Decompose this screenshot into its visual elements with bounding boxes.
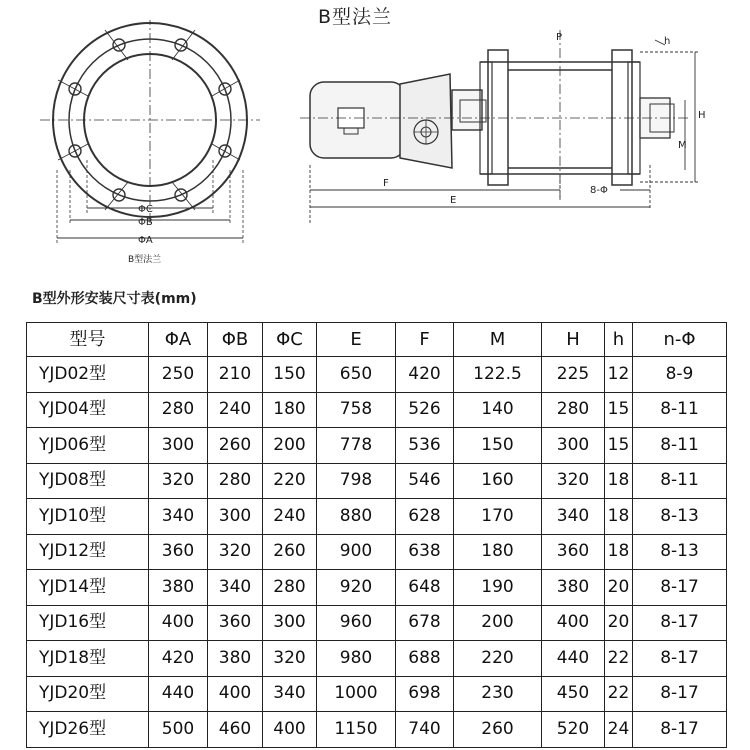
table-cell: 12 — [605, 357, 633, 393]
table-row — [27, 392, 727, 428]
table-cell: 170 — [454, 499, 542, 535]
table-cell: 758 — [317, 392, 396, 428]
table-cell: 380 — [208, 641, 263, 677]
cell-model: YJD04型 — [27, 392, 149, 428]
table-cell: 546 — [396, 463, 454, 499]
table-cell: 150 — [263, 357, 317, 393]
table-cell: 8-13 — [633, 534, 727, 570]
table-cell: 140 — [454, 392, 542, 428]
dimension-table — [26, 322, 727, 748]
dim-label-phi-b: ΦB — [138, 217, 153, 228]
table-header-row — [27, 323, 727, 357]
table-cell: 225 — [542, 357, 605, 393]
cell-model: YJD10型 — [27, 499, 149, 535]
table-cell: 300 — [149, 428, 208, 464]
table-row — [27, 499, 727, 535]
table-cell: 340 — [208, 570, 263, 606]
table-cell: 688 — [396, 641, 454, 677]
table-cell: 180 — [454, 534, 542, 570]
dim-label-h-small: h — [664, 36, 671, 47]
table-cell: 400 — [208, 676, 263, 712]
header-h-small: h — [605, 323, 633, 357]
table-cell: 260 — [208, 428, 263, 464]
table-cell: 240 — [263, 499, 317, 535]
table-cell: 450 — [542, 676, 605, 712]
table-cell: 20 — [605, 605, 633, 641]
table-row — [27, 534, 727, 570]
cell-model: YJD02型 — [27, 357, 149, 393]
table-row — [27, 357, 727, 393]
cell-model: YJD16型 — [27, 605, 149, 641]
table-cell: 1150 — [317, 712, 396, 748]
table-cell: 300 — [542, 428, 605, 464]
table-cell: 420 — [396, 357, 454, 393]
table-cell: 920 — [317, 570, 396, 606]
table-cell: 400 — [263, 712, 317, 748]
table-cell: 22 — [605, 641, 633, 677]
table-cell: 698 — [396, 676, 454, 712]
table-cell: 15 — [605, 392, 633, 428]
dim-label-h: H — [698, 110, 706, 121]
table-cell: 240 — [208, 392, 263, 428]
table-cell: 18 — [605, 463, 633, 499]
table-cell: 340 — [149, 499, 208, 535]
table-cell: 210 — [208, 357, 263, 393]
table-row — [27, 428, 727, 464]
table-cell: 280 — [542, 392, 605, 428]
dim-label-e: E — [450, 195, 457, 206]
table-cell: 1000 — [317, 676, 396, 712]
table-cell: 8-11 — [633, 428, 727, 464]
cell-model: YJD12型 — [27, 534, 149, 570]
table-cell: 798 — [317, 463, 396, 499]
table-row — [27, 463, 727, 499]
table-cell: 15 — [605, 428, 633, 464]
table-cell: 400 — [149, 605, 208, 641]
table-cell: 8-13 — [633, 499, 727, 535]
table-cell: 22 — [605, 676, 633, 712]
table-cell: 340 — [542, 499, 605, 535]
table-cell: 638 — [396, 534, 454, 570]
table-cell: 8-17 — [633, 570, 727, 606]
table-cell: 900 — [317, 534, 396, 570]
table-cell: 320 — [542, 463, 605, 499]
dim-label-phi-a: ΦA — [138, 235, 153, 246]
table-cell: 360 — [542, 534, 605, 570]
table-row — [27, 605, 727, 641]
table-cell: 150 — [454, 428, 542, 464]
table-cell: 380 — [542, 570, 605, 606]
table-cell: 220 — [263, 463, 317, 499]
table-cell: 8-11 — [633, 392, 727, 428]
table-cell: 300 — [208, 499, 263, 535]
header-n-phi: n-Φ — [633, 323, 727, 357]
cell-model: YJD14型 — [27, 570, 149, 606]
table-cell: 200 — [454, 605, 542, 641]
header-m: M — [454, 323, 542, 357]
dim-label-m: M — [678, 140, 687, 151]
table-row — [27, 570, 727, 606]
table-cell: 536 — [396, 428, 454, 464]
table-cell: 380 — [149, 570, 208, 606]
table-cell: 122.5 — [454, 357, 542, 393]
table-cell: 960 — [317, 605, 396, 641]
dim-label-p: P — [556, 32, 563, 43]
table-cell: 24 — [605, 712, 633, 748]
table-cell: 8-17 — [633, 605, 727, 641]
table-title: B型外形安装尺寸表(mm) — [32, 291, 197, 307]
table-cell: 360 — [208, 605, 263, 641]
header-f: F — [396, 323, 454, 357]
table-body — [27, 357, 727, 748]
table-cell: 280 — [263, 570, 317, 606]
table-cell: 190 — [454, 570, 542, 606]
header-e: E — [317, 323, 396, 357]
table-cell: 650 — [317, 357, 396, 393]
table-row — [27, 676, 727, 712]
table-cell: 8-17 — [633, 641, 727, 677]
table-cell: 400 — [542, 605, 605, 641]
table-cell: 180 — [263, 392, 317, 428]
table-row — [27, 641, 727, 677]
cell-model: YJD08型 — [27, 463, 149, 499]
table-cell: 18 — [605, 534, 633, 570]
table-cell: 778 — [317, 428, 396, 464]
table-cell: 230 — [454, 676, 542, 712]
table-cell: 280 — [149, 392, 208, 428]
table-cell: 440 — [542, 641, 605, 677]
table-cell: 18 — [605, 499, 633, 535]
table-row — [27, 712, 727, 748]
drawing-title: B型法兰 — [318, 6, 393, 28]
table-cell: 320 — [149, 463, 208, 499]
header-phi-c: ΦC — [263, 323, 317, 357]
cell-model: YJD20型 — [27, 676, 149, 712]
table-cell: 520 — [542, 712, 605, 748]
table-cell: 340 — [263, 676, 317, 712]
cell-model: YJD26型 — [27, 712, 149, 748]
table-cell: 360 — [149, 534, 208, 570]
table-cell: 260 — [454, 712, 542, 748]
table-cell: 500 — [149, 712, 208, 748]
table-cell: 460 — [208, 712, 263, 748]
table-cell: 628 — [396, 499, 454, 535]
cell-model: YJD06型 — [27, 428, 149, 464]
table-cell: 440 — [149, 676, 208, 712]
table-cell: 260 — [263, 534, 317, 570]
table-cell: 648 — [396, 570, 454, 606]
header-phi-a: ΦA — [149, 323, 208, 357]
technical-drawing — [0, 20, 750, 280]
dim-label-f: F — [383, 178, 389, 189]
header-model: 型号 — [27, 323, 149, 357]
header-h: H — [542, 323, 605, 357]
table-cell: 526 — [396, 392, 454, 428]
table-cell: 678 — [396, 605, 454, 641]
header-phi-b: ΦB — [208, 323, 263, 357]
table-cell: 880 — [317, 499, 396, 535]
table-cell: 980 — [317, 641, 396, 677]
table-cell: 8-9 — [633, 357, 727, 393]
table-cell: 220 — [454, 641, 542, 677]
table-cell: 160 — [454, 463, 542, 499]
table-cell: 250 — [149, 357, 208, 393]
table-cell: 740 — [396, 712, 454, 748]
valve-side-view — [300, 30, 700, 225]
table-cell: 320 — [208, 534, 263, 570]
table-cell: 200 — [263, 428, 317, 464]
table-cell: 300 — [263, 605, 317, 641]
table-cell: 8-17 — [633, 712, 727, 748]
cell-model: YJD18型 — [27, 641, 149, 677]
table-cell: 8-17 — [633, 676, 727, 712]
front-view-caption: B型法兰 — [128, 255, 162, 265]
table-cell: 20 — [605, 570, 633, 606]
table-cell: 420 — [149, 641, 208, 677]
table-cell: 280 — [208, 463, 263, 499]
table-cell: 8-11 — [633, 463, 727, 499]
dim-label-n-phi: 8-Φ — [590, 185, 608, 196]
table-cell: 320 — [263, 641, 317, 677]
dim-label-phi-c: ΦC — [138, 204, 153, 215]
